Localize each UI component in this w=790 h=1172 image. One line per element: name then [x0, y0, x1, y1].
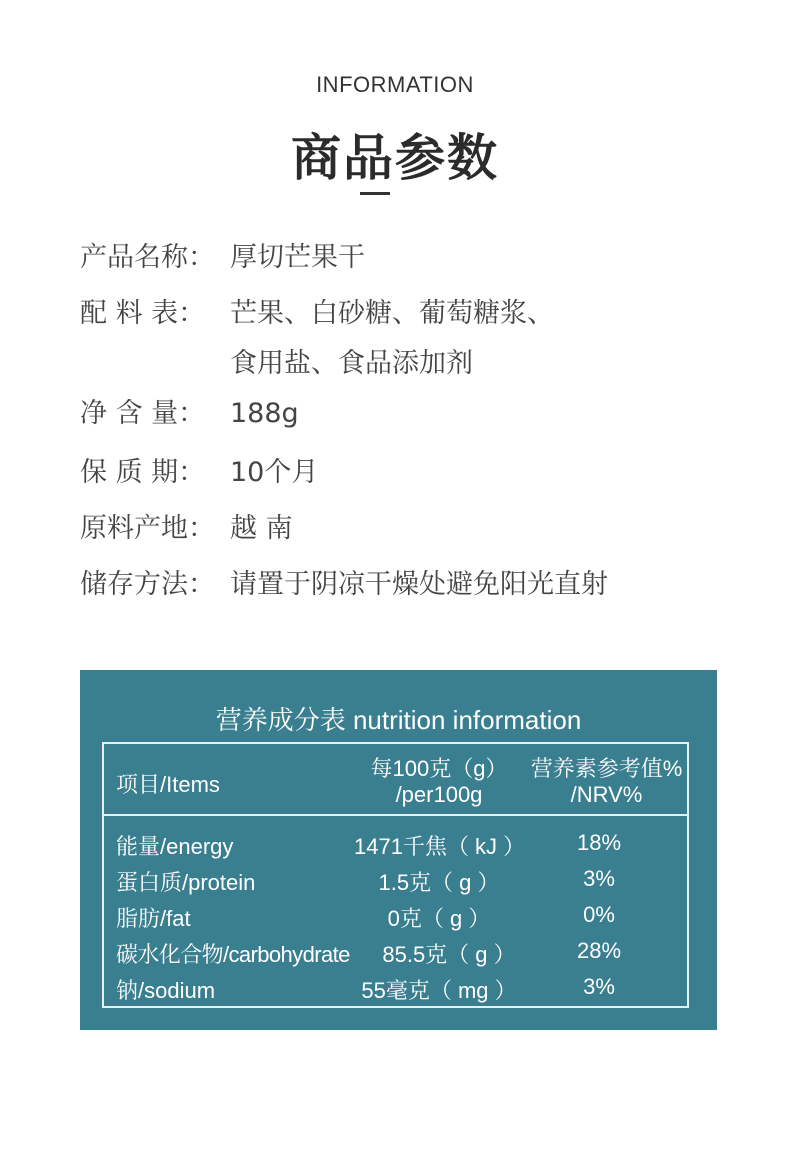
param-value: 芒果、白砂糖、葡萄糖浆、 — [230, 298, 554, 329]
table-row-amount: 1471千焦（ kJ ） — [354, 834, 526, 859]
page-title: 商品参数 — [291, 129, 499, 187]
table-row-amount: 0克（ g ） — [387, 906, 491, 931]
table-row-nrv: 3% — [583, 866, 615, 891]
header-divider — [104, 814, 687, 816]
param-value: 越 南 — [230, 513, 293, 544]
section-eyebrow: INFORMATION — [316, 72, 474, 97]
table-row-nrv: 28% — [576, 938, 622, 963]
table-row-amount: 1.5克（ g ） — [378, 870, 500, 895]
param-ingredients — [80, 296, 554, 332]
title-divider — [360, 192, 390, 195]
header-per100-line1: 每100克（g） — [370, 756, 508, 781]
nutrition-table — [102, 742, 689, 1008]
param-origin — [80, 511, 293, 547]
param-net-weight — [80, 396, 299, 432]
param-label: 净 含 量： — [80, 398, 206, 429]
header-per100 — [354, 756, 524, 808]
header-nrv — [524, 756, 689, 808]
table-row-amount: 85.5克（ g ） — [382, 942, 516, 967]
param-label: 原料产地： — [80, 513, 215, 544]
table-row-nrv: 3% — [583, 974, 615, 999]
header-nrv-line2: /NRV% — [570, 782, 643, 807]
param-label: 储存方法： — [80, 569, 215, 600]
param-value: 10个月 — [230, 457, 319, 488]
header-items: 项目/Items — [116, 772, 220, 797]
param-label: 产品名称： — [80, 242, 215, 273]
param-value: 188g — [230, 398, 299, 429]
nutrition-panel — [80, 670, 717, 1030]
header-per100-line2: /per100g — [395, 782, 483, 807]
param-label: 配 料 表： — [80, 298, 206, 329]
header-nrv-line1: 营养素参考值% — [530, 756, 683, 781]
param-product-name — [80, 240, 365, 276]
param-shelf-life — [80, 455, 318, 491]
table-row-item: 蛋白质/protein — [116, 870, 256, 895]
param-value: 厚切芒果干 — [230, 242, 365, 273]
param-label: 保 质 期： — [80, 457, 206, 488]
table-row-item: 能量/energy — [116, 834, 234, 859]
table-row-nrv: 0% — [583, 902, 615, 927]
table-row-amount: 55毫克（ mg ） — [361, 978, 517, 1003]
table-row-item: 碳水化合物/carbohydrate — [116, 942, 350, 967]
nutrition-title: 营养成分表 nutrition information — [215, 705, 582, 735]
table-row-item: 脂肪/fat — [116, 906, 191, 931]
param-ingredients-continued: 食用盐、食品添加剂 — [230, 348, 473, 379]
param-storage — [80, 567, 608, 603]
param-value: 请置于阴凉干燥处避免阳光直射 — [230, 569, 608, 600]
table-row-nrv: 18% — [576, 830, 622, 855]
table-row-item: 钠/sodium — [116, 978, 216, 1003]
